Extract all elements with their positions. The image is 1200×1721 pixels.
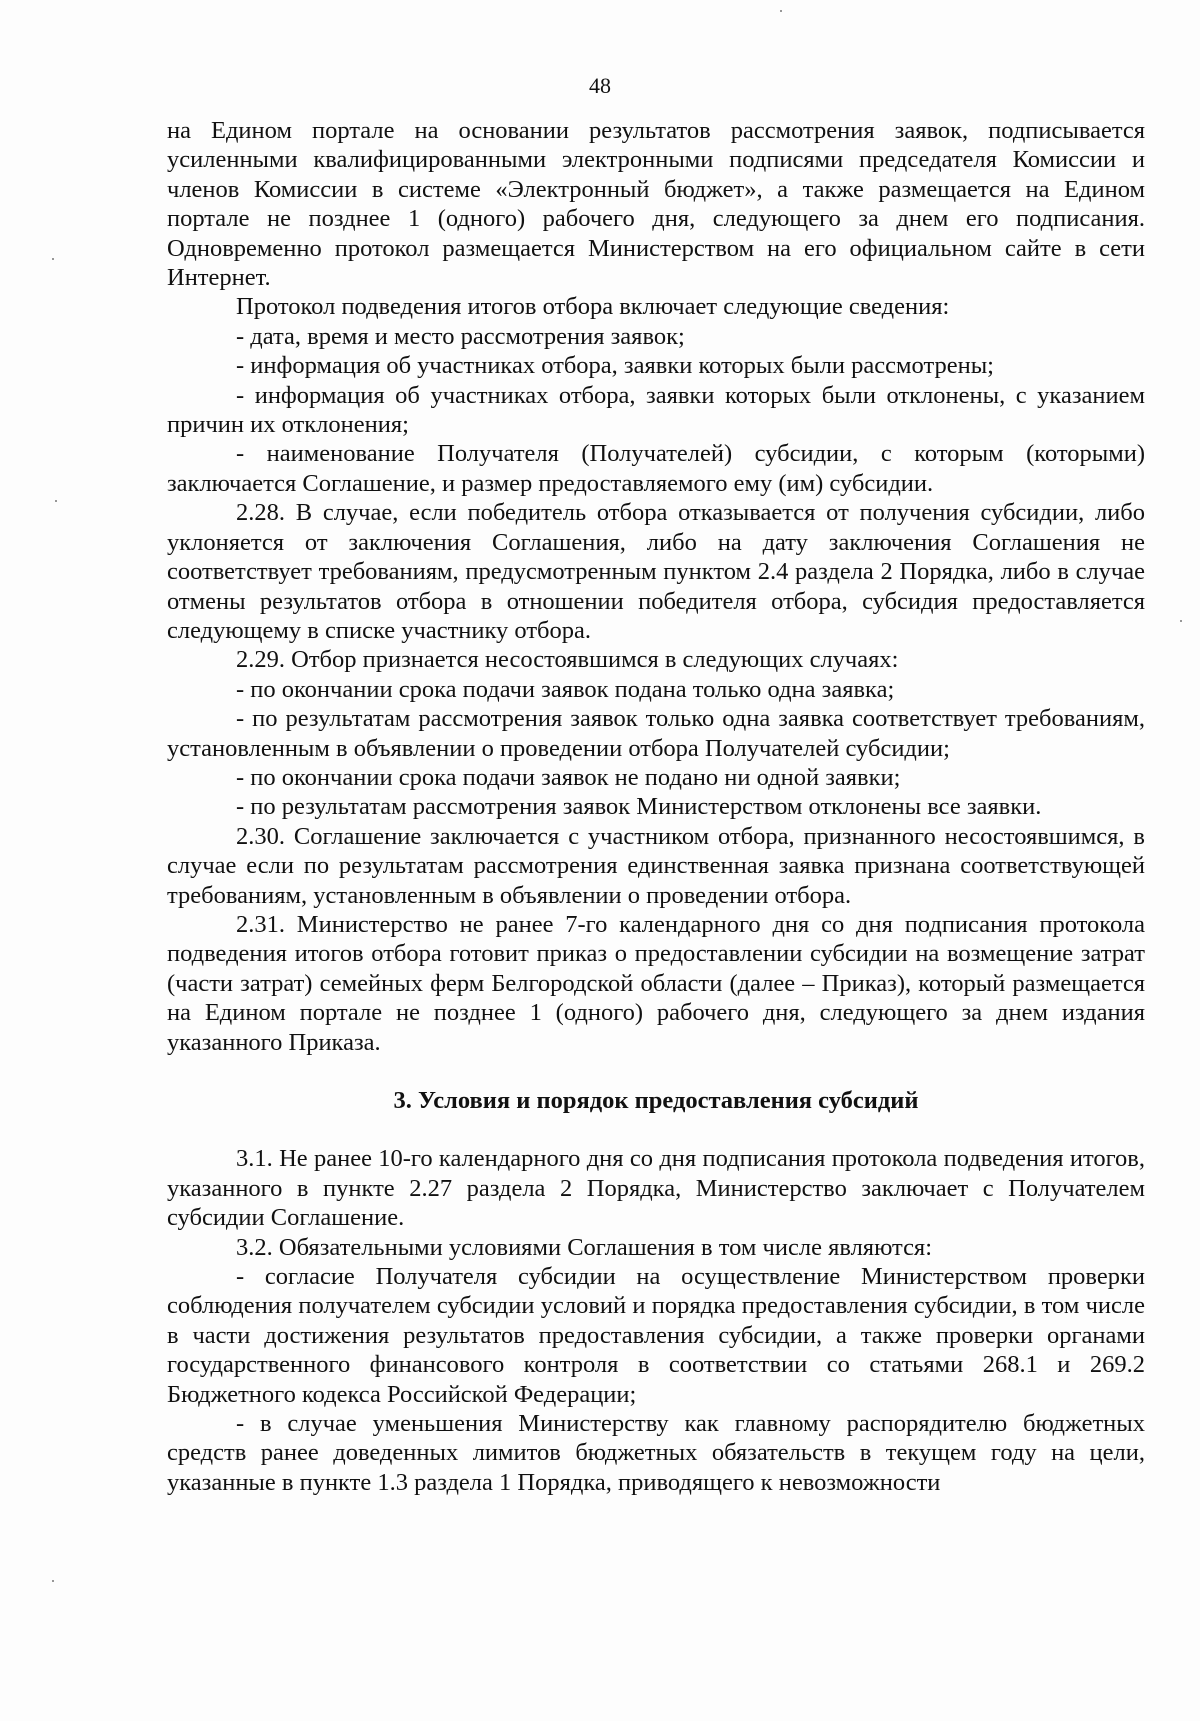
paragraph-2-31: 2.31. Министерство не ранее 7-го календарного дня со дня подписания протокола подведения итогов отбора готовит приказ о предоставлении субсидии на возмещение затрат (части затрат) семейных ферм Белгородской области (далее – Приказ), который размещается на Едином портале не позднее 1 (одного) рабочего дня, следующего за днем издания указанного Приказа. bbox=[167, 910, 1145, 1056]
paragraph-2-29: 2.29. Отбор признается несостоявшимся в следующих случаях: bbox=[236, 646, 899, 674]
list-item-2-29-2: - по результатам рассмотрения заявок только одна заявка соответствует требованиям, установленным в объявлении о проведении отбора Получателей субсидии; bbox=[167, 705, 1145, 762]
paragraph-3-1: 3.1. Не ранее 10-го календарного дня со дня подписания протокола подведения итогов, указанного в пункте 2.27 раздела 2 Порядка, Министерство заключает с Получателем субсидии Соглашение. bbox=[167, 1145, 1145, 1232]
page-number: 48 bbox=[589, 73, 611, 98]
list-item-protocol-4: - наименование Получателя (Получателей) субсидии, с которым (которыми) заключается Соглашение, и размер предоставляемого ему (им) субсидии. bbox=[167, 440, 1145, 497]
scan-speck bbox=[780, 10, 782, 12]
scan-speck bbox=[52, 258, 54, 260]
paragraph-3-2: 3.2. Обязательными условиями Соглашения в том числе являются: bbox=[236, 1233, 933, 1261]
document-body bbox=[167, 116, 1145, 1497]
list-item-3-2-1: - согласие Получателя субсидии на осуществление Министерством проверки соблюдения получателем субсидии условий и порядка предоставления субсидии, в том числе в части достижения результатов предоставления субсидии, а также проверки органами государственного финансового контроля в соответствии со статьями 268.1 и 269.2 Бюджетного кодекса Российской Федерации; bbox=[167, 1263, 1145, 1408]
list-item-2-29-1: - по окончании срока подачи заявок подана только одна заявка; bbox=[236, 675, 895, 703]
list-item-protocol-3: - информация об участниках отбора, заявки которых были отклонены, с указанием причин их отклонения; bbox=[167, 381, 1145, 439]
list-item-protocol-2: - информация об участниках отбора, заявки которых были рассмотрены; bbox=[236, 352, 994, 380]
list-item-protocol-1: - дата, время и место рассмотрения заявок; bbox=[236, 322, 685, 350]
list-item-2-29-4: - по результатам рассмотрения заявок Министерством отклонены все заявки. bbox=[236, 793, 1042, 821]
scan-speck bbox=[1180, 620, 1182, 622]
list-item-3-2-2: - в случае уменьшения Министерству как главному распорядителю бюджетных средств ранее доведенных лимитов бюджетных обязательств в текущем году на цели, указанные в пункте 1.3 раздела 1 Порядка, приводящего к невозможности bbox=[167, 1410, 1145, 1496]
scan-speck bbox=[55, 500, 57, 502]
section-heading: 3. Условия и порядок предоставления субсидий bbox=[393, 1087, 919, 1114]
scan-speck bbox=[52, 1580, 54, 1582]
list-item-2-29-3: - по окончании срока подачи заявок не подано ни одной заявки; bbox=[236, 763, 901, 791]
paragraph-protocol-intro: Протокол подведения итогов отбора включает следующие сведения: bbox=[236, 293, 950, 321]
paragraph-2-30: 2.30. Соглашение заключается с участником отбора, признанного несостоявшимся, в случае если по результатам рассмотрения единственная заявка признана соответствующей требованиям, установленным в объявлении о проведении отбора. bbox=[167, 822, 1145, 909]
paragraph-continuation: на Едином портале на основании результатов рассмотрения заявок, подписывается усиленными квалифицированными электронными подписями председателя Комиссии и членов Комиссии в системе «Электронный бюджет», а также размещается на Едином портале не позднее 1 (одного) рабочего дня, следующего за днем его подписания. Одновременно протокол размещается Министерством на его официальном сайте в сети Интернет. bbox=[167, 117, 1145, 292]
paragraph-2-28: 2.28. В случае, если победитель отбора отказывается от получения субсидии, либо уклоняется от заключения Соглашения, либо на дату заключения Соглашения не соответствует требованиям, предусмотренным пунктом 2.4 раздела 2 Порядка, либо в случае отмены результатов отбора в отношении победителя отбора, субсидия предоставляется следующему в списке участнику отбора. bbox=[167, 499, 1145, 644]
